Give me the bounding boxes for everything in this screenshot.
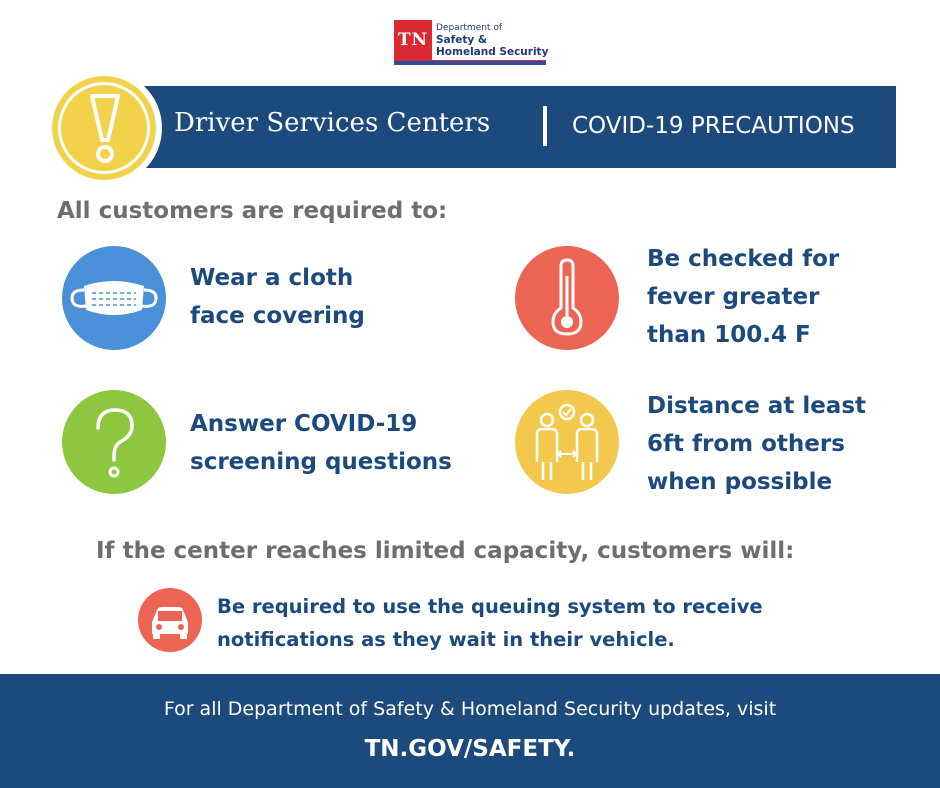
logo-line-1: Department of: [436, 23, 502, 33]
requirement-screening-text: [190, 405, 460, 481]
requirement-mask-line-1: Wear a cloth: [190, 265, 354, 291]
face-mask-icon: [62, 246, 166, 350]
banner-title: Driver Services Centers: [174, 108, 491, 138]
requirement-distance-line-1: Distance at least: [647, 393, 867, 419]
requirement-fever-text: [647, 240, 917, 354]
requirement-fever-line-3: than 100.4 F: [647, 322, 811, 348]
title-banner: [120, 86, 896, 168]
requirement-screening-line-1: Answer COVID-19: [190, 411, 418, 437]
requirement-mask-text: [190, 259, 460, 335]
footer: [0, 674, 940, 788]
logo-stripe: [394, 60, 546, 65]
social-distance-icon: [515, 390, 619, 494]
footer-url[interactable]: TN.GOV/SAFETY.: [364, 736, 576, 762]
tn-safety-logo: [394, 20, 554, 66]
car-icon: [138, 588, 202, 652]
logo-line-3: Homeland Security: [436, 46, 549, 58]
capacity-heading: If the center reaches limited capacity, customers will:: [96, 538, 795, 564]
question-mark-icon: [62, 390, 166, 494]
requirement-screening-line-2: screening questions: [190, 449, 452, 475]
requirement-fever-line-2: fever greater: [647, 284, 820, 310]
footer-text: For all Department of Safety & Homeland Security updates, visit: [163, 698, 777, 720]
requirement-distance-line-2: 6ft from others: [647, 431, 845, 457]
requirement-distance-text: [647, 387, 917, 501]
queue-line-2: notifications as they wait in their vehicle.: [217, 628, 675, 651]
requirements-heading: All customers are required to:: [57, 198, 448, 224]
logo-tn-badge: TN: [394, 20, 432, 60]
banner-separator: [543, 106, 547, 146]
logo-line-2: Safety &: [436, 34, 488, 46]
exclamation-icon: [84, 92, 126, 166]
queue-text: [217, 590, 857, 656]
logo-text: [436, 22, 548, 58]
requirement-fever-line-1: Be checked for: [647, 246, 840, 272]
banner-subtitle: COVID-19 PRECAUTIONS: [572, 113, 855, 139]
thermometer-icon: [515, 246, 619, 350]
requirement-distance-line-3: when possible: [647, 469, 833, 495]
queue-line-1: Be required to use the queuing system to receive: [217, 595, 763, 618]
requirement-mask-line-2: face covering: [190, 303, 365, 329]
